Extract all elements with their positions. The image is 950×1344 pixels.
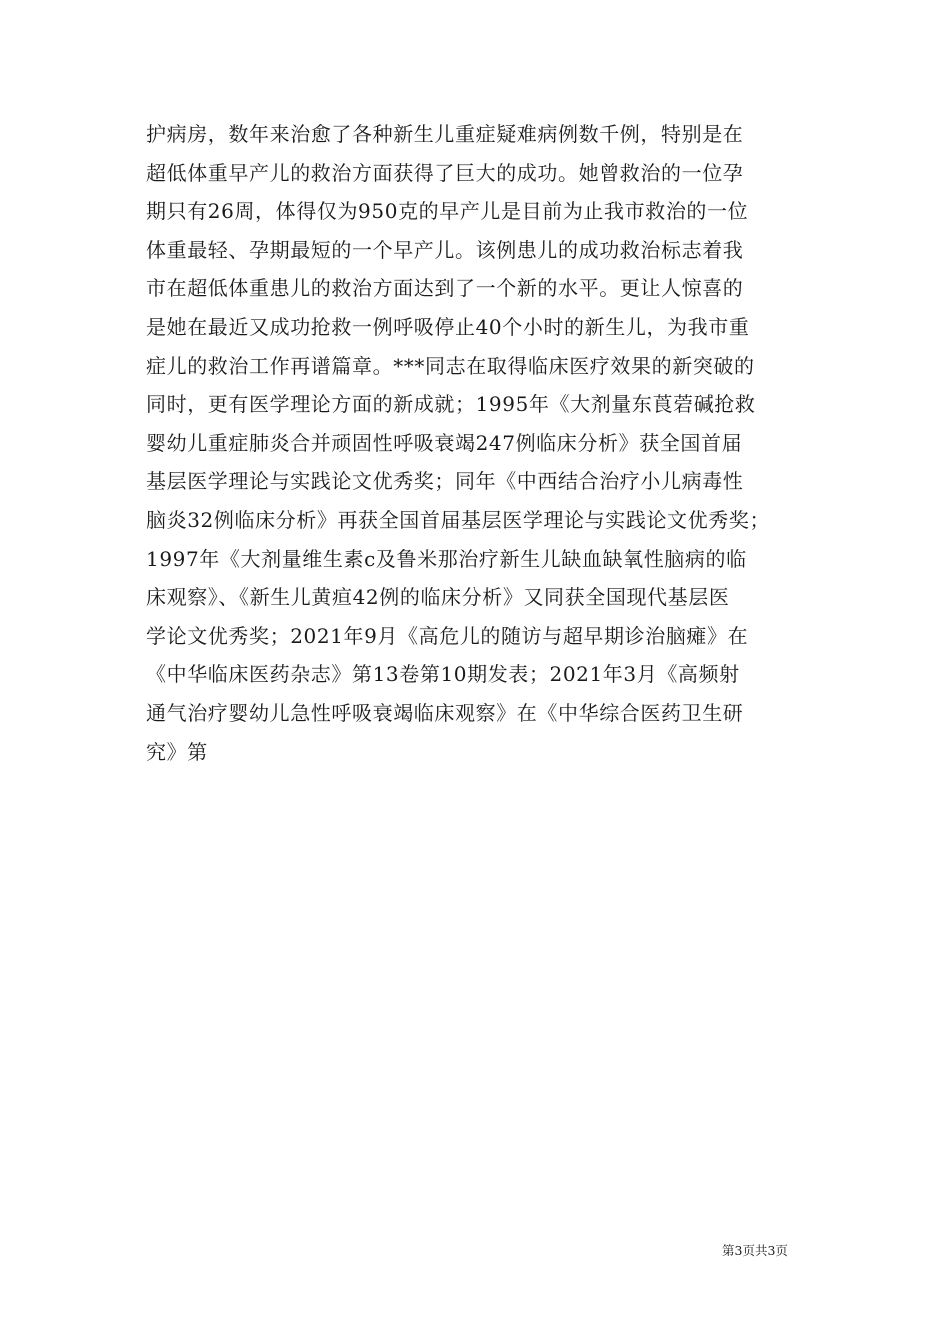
text-line-5: 市在超低体重患儿的救治方面达到了一个新的水平。更让人惊喜的 [146,276,744,301]
page-number-footer: 第3页共3页 [722,1243,788,1258]
text-line-4: 体重最轻、孕期最短的一个早产儿。该例患儿的成功救治标志着我 [146,237,744,262]
text-line-16: 通气治疗婴幼儿急性呼吸衰竭临床观察》在《中华综合医药卫生研 [146,700,744,725]
text-line-13: 床观察》、《新生儿黄疸42例的临床分析》又同获全国现代基层医 [146,585,730,610]
text-line-15: 《中华临床医药杂志》第13卷第10期发表；2021年3月《高频射 [146,662,740,687]
text-line-3: 期只有26周，体得仅为950克的早产儿是目前为止我市救治的一位 [146,199,749,224]
text-line-6: 是她在最近又成功抢救一例呼吸停止40个小时的新生儿，为我市重 [146,314,750,339]
text-line-7: 症儿的救治工作再谱篇章。***同志在取得临床医疗效果的新突破的 [146,353,755,378]
text-line-11: 脑炎32例临床分析》再获全国首届基层医学理论与实践论文优秀奖； [146,507,771,532]
text-line-10: 基层医学理论与实践论文优秀奖；同年《中西结合治疗小儿病毒性 [146,469,744,494]
body-paragraph [146,115,816,771]
text-line-17: 究》第 [146,739,208,764]
text-line-8: 同时，更有医学理论方面的新成就；1995年《大剂量东莨菪碱抢救 [146,392,756,417]
text-line-9: 婴幼儿重症肺炎合并顽固性呼吸衰竭247例临床分析》获全国首届 [146,430,743,455]
text-line-12: 1997年《大剂量维生素c及鲁米那治疗新生儿缺血缺氧性脑病的临 [146,546,747,571]
text-line-1: 护病房，数年来治愈了各种新生儿重症疑难病例数千例，特别是在 [146,122,744,146]
text-line-2: 超低体重早产儿的救治方面获得了巨大的成功。她曾救治的一位孕 [146,160,744,185]
text-line-14: 学论文优秀奖；2021年9月《高危儿的随访与超早期诊治脑瘫》在 [146,623,749,648]
